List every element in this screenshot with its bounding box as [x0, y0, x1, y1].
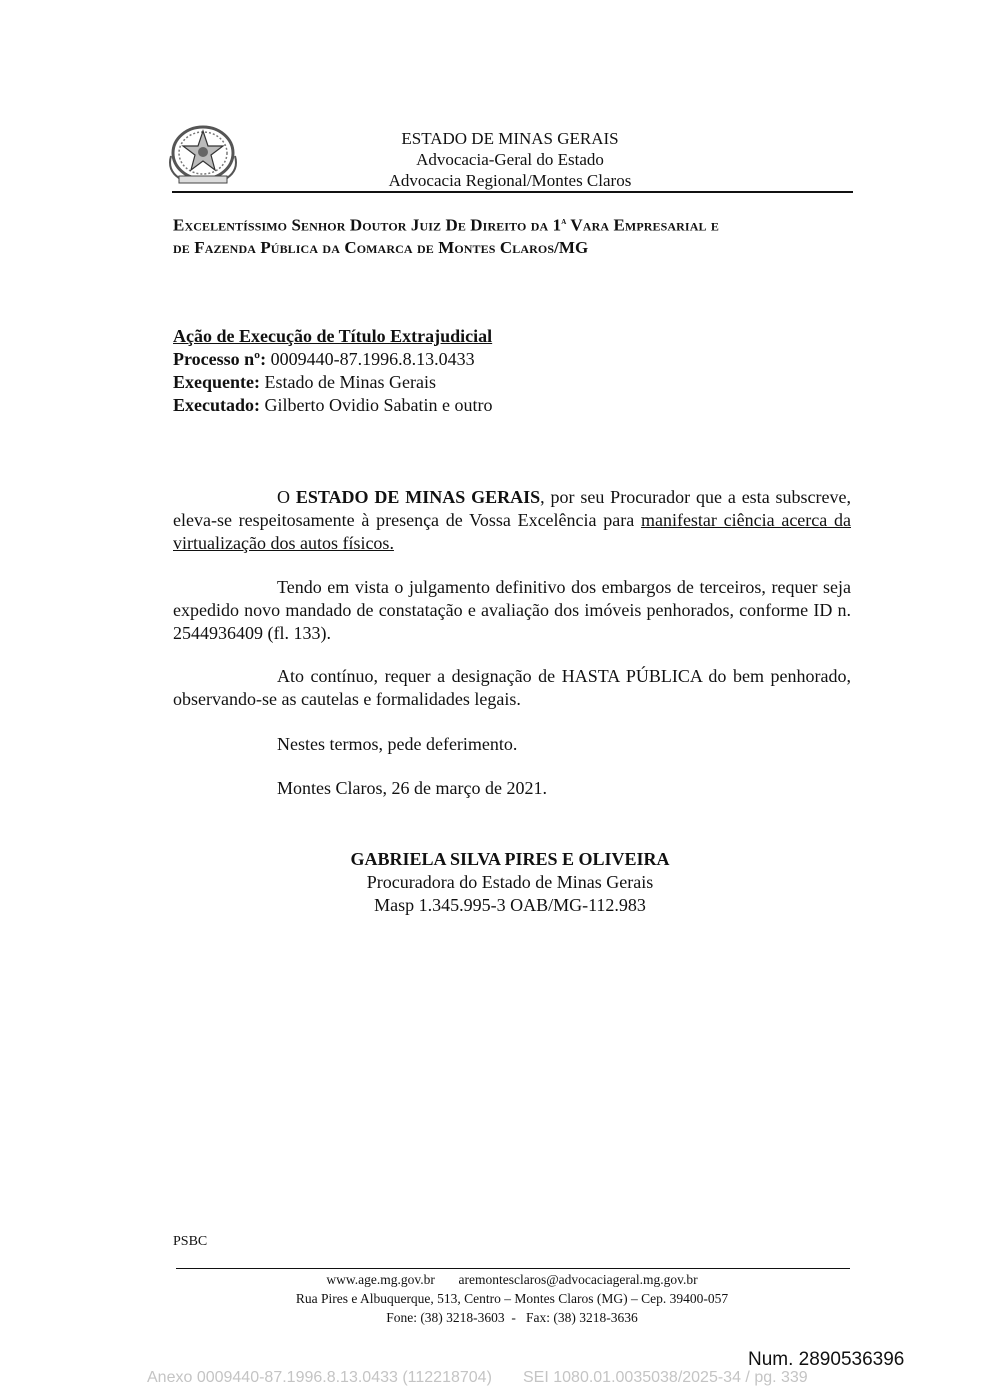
footer-website: www.age.mg.gov.br [326, 1272, 435, 1287]
coat-of-arms-logo [165, 122, 241, 188]
place-and-date: Montes Claros, 26 de março de 2021. [277, 778, 547, 798]
header-state-name: ESTADO DE MINAS GERAIS [401, 129, 619, 148]
author-initials: PSBC [173, 1234, 208, 1249]
addressee-line-1: Excelentíssimo Senhor Doutor Juiz De Direito da 1$^a$ Vara Empresarial e [173, 215, 720, 235]
case-title: Ação de Execução de Título Extrajudicial [173, 326, 493, 346]
case-info [173, 325, 492, 417]
signer-registration: Masp 1.345.995-3 OAB/MG-112.983 [374, 895, 646, 915]
case-plaintiff: Exequente: Estado de Minas Gerais [173, 372, 436, 392]
header-regional-office: Advocacia Regional/Montes Claros [388, 171, 632, 190]
footer-email: aremontesclaros@advocaciageral.mg.gov.br [458, 1272, 698, 1287]
signer-name: GABRIELA SILVA PIRES E OLIVEIRA [350, 849, 670, 869]
footer-divider [176, 1268, 850, 1269]
addressee [173, 211, 863, 259]
case-number: Processo nº: 0009440-87.1996.8.13.0433 [173, 349, 475, 369]
paragraph-3: Ato contínuo, requer a designação de HASTA PÚBLICA do bem penhorado, observando-se as cautelas e formalidades legais. [173, 666, 851, 709]
paragraph-1: O ESTADO DE MINAS GERAIS, por seu Procurador que a esta subscreve, eleva-se respeitosamente à presença de Vossa Excelência para manifestar ciência acerca da virtualização dos autos físicos. [173, 487, 852, 553]
addressee-line-2: de Fazenda Pública da Comarca de Montes Claros/MG [173, 237, 589, 257]
annex-stamp: Anexo 0009440-87.1996.8.13.0433 (112218704) SEI 1080.01.0035038/2025-34 / pg. 339 [147, 1369, 808, 1386]
header-divider [172, 191, 853, 193]
footer-address: Rua Pires e Albuquerque, 513, Centro – Montes Claros (MG) – Cep. 39400-057 [295, 1291, 729, 1306]
closing-phrase: Nestes termos, pede deferimento. [277, 734, 518, 754]
case-defendant: Executado: Gilberto Ovidio Sabatin e outro [173, 395, 493, 415]
signature-block [300, 848, 720, 917]
footer-contacts [200, 1270, 824, 1289]
document-number: Num. 2890536396 [748, 1349, 905, 1370]
paragraph-2: Tendo em vista o julgamento definitivo dos embargos de terceiros, requer seja expedido novo mandado de constatação e avaliação dos imóveis penhorados, conforme ID n. 2544936409 (fl. 133). [173, 577, 851, 643]
header-agency: Advocacia-Geral do Estado [416, 150, 604, 169]
footer-phones: Fone: (38) 3218-3603 - Fax: (38) 3218-3636 [386, 1310, 638, 1325]
signer-role: Procuradora do Estado de Minas Gerais [366, 872, 654, 892]
